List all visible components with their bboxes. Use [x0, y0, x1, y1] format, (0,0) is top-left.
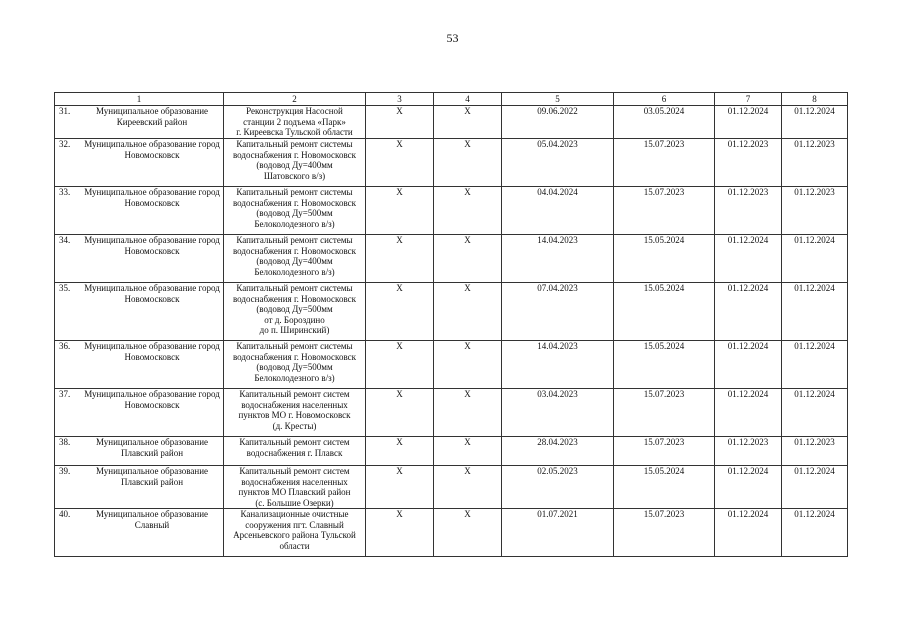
- cell-c8: 01.12.2024: [782, 106, 848, 139]
- cell-c4: Х: [434, 437, 502, 466]
- row-number: 32.: [59, 139, 71, 149]
- object-cell: [224, 341, 366, 389]
- object-line: сооружения пгт. Славный: [245, 519, 344, 530]
- cell-c6: 03.05.2024: [614, 106, 715, 139]
- cell-c3: Х: [366, 106, 434, 139]
- object-line: (водовод Ду=400мм: [256, 256, 333, 266]
- object-line: Капитальный ремонт системы: [236, 139, 353, 149]
- object-line: (водовод Ду=500мм: [256, 362, 333, 372]
- cell-c5: 03.04.2023: [502, 389, 614, 437]
- municipality-cell: [55, 437, 224, 466]
- table-row: [55, 139, 848, 187]
- cell-c8: 01.12.2023: [782, 437, 848, 466]
- header-col-5: 5: [502, 93, 614, 106]
- cell-c5: 14.04.2023: [502, 235, 614, 283]
- municipality-name: Муниципальное образование город Новомосковск: [84, 389, 220, 410]
- cell-c7: 01.12.2023: [715, 437, 782, 466]
- municipality-name: Муниципальное образование Плавский район: [95, 466, 209, 487]
- object-cell: [224, 187, 366, 235]
- cell-c6: 15.07.2023: [614, 509, 715, 557]
- object-line: Капитальный ремонт системы: [236, 235, 353, 245]
- row-number: 38.: [59, 437, 71, 447]
- object-line: Реконструкция Насосной: [246, 106, 343, 116]
- cell-c7: 01.12.2024: [715, 283, 782, 341]
- cell-c3: Х: [366, 139, 434, 187]
- municipality-cell: [55, 106, 224, 139]
- object-line: водоснабжения г. Новомосковск: [232, 149, 357, 160]
- cell-c7: 01.12.2024: [715, 106, 782, 139]
- municipality-name: Муниципальное образование город Новомосковск: [84, 187, 220, 208]
- table-row: [55, 389, 848, 437]
- page-number: 53: [446, 31, 459, 45]
- cell-c8: 01.12.2024: [782, 235, 848, 283]
- object-line: Капитальный ремонт системы: [236, 283, 353, 293]
- cell-c5: 07.04.2023: [502, 283, 614, 341]
- row-number: 31.: [59, 106, 71, 116]
- row-number: 37.: [59, 389, 71, 399]
- municipality-name: Муниципальное образование Киреевский район: [95, 106, 209, 127]
- cell-c4: Х: [434, 106, 502, 139]
- cell-c8: 01.12.2024: [782, 283, 848, 341]
- cell-c4: Х: [434, 341, 502, 389]
- cell-c5: 09.06.2022: [502, 106, 614, 139]
- municipality-name: Муниципальное образование город Новомосковск: [84, 341, 220, 362]
- municipality-cell: [55, 139, 224, 187]
- municipality-cell: [55, 235, 224, 283]
- cell-c8: 01.12.2024: [782, 466, 848, 509]
- object-line: водоснабжения г. Плавск: [246, 447, 343, 458]
- object-line: водоснабжения г. Новомосковск: [232, 293, 357, 304]
- object-line: (д. Кресты): [272, 420, 317, 431]
- row-number: 39.: [59, 466, 71, 476]
- cell-c7: 01.12.2024: [715, 235, 782, 283]
- row-number: 33.: [59, 187, 71, 197]
- cell-c5: 14.04.2023: [502, 341, 614, 389]
- table-row: [55, 106, 848, 139]
- row-number: 35.: [59, 283, 71, 293]
- object-line: г. Киреевска Тульской области: [236, 127, 353, 137]
- table-row: [55, 509, 848, 557]
- cell-c3: Х: [366, 437, 434, 466]
- object-cell: [224, 437, 366, 466]
- cell-c6: 15.05.2024: [614, 283, 715, 341]
- cell-c3: Х: [366, 389, 434, 437]
- object-line: Белоколодезного в/з): [254, 218, 335, 229]
- cell-c3: Х: [366, 466, 434, 509]
- header-col-4: 4: [434, 93, 502, 106]
- cell-c5: 01.07.2021: [502, 509, 614, 557]
- cell-c6: 15.05.2024: [614, 235, 715, 283]
- cell-c6: 15.07.2023: [614, 437, 715, 466]
- cell-c8: 01.12.2023: [782, 187, 848, 235]
- object-cell: [224, 466, 366, 509]
- cell-c4: Х: [434, 235, 502, 283]
- object-line: Капитальный ремонт системы: [236, 341, 353, 351]
- cell-c5: 04.04.2024: [502, 187, 614, 235]
- cell-c7: 01.12.2024: [715, 509, 782, 557]
- object-line: области: [279, 540, 310, 551]
- object-line: от д. Бороздино: [264, 314, 325, 325]
- object-line: Арсеньевского района Тульской: [233, 530, 356, 540]
- cell-c5: 02.05.2023: [502, 466, 614, 509]
- object-cell: [224, 509, 366, 557]
- table-body: [55, 106, 848, 557]
- cell-c7: 01.12.2023: [715, 187, 782, 235]
- object-line: Капитальный ремонт системы: [236, 187, 353, 197]
- object-line: станции 2 подъема «Парк»: [243, 116, 346, 127]
- cell-c4: Х: [434, 139, 502, 187]
- cell-c3: Х: [366, 341, 434, 389]
- object-line: Капитальный ремонт систем: [239, 389, 350, 399]
- cell-c8: 01.12.2023: [782, 139, 848, 187]
- object-line: водоснабжения населенных: [241, 399, 348, 410]
- cell-c7: 01.12.2024: [715, 341, 782, 389]
- cell-c4: Х: [434, 187, 502, 235]
- header-col-8: 8: [782, 93, 848, 106]
- cell-c3: Х: [366, 187, 434, 235]
- header-col-1: 1: [55, 93, 224, 106]
- header-row: [55, 93, 848, 106]
- object-cell: [224, 389, 366, 437]
- cell-c4: Х: [434, 509, 502, 557]
- municipality-name: Муниципальное образование город Новомосковск: [84, 139, 220, 160]
- cell-c7: 01.12.2023: [715, 139, 782, 187]
- table-row: [55, 283, 848, 341]
- cell-c6: 15.07.2023: [614, 187, 715, 235]
- municipality-cell: [55, 466, 224, 509]
- schedule-table: [54, 92, 848, 557]
- table-row: [55, 437, 848, 466]
- object-line: водоснабжения населенных: [241, 476, 348, 487]
- cell-c6: 15.07.2023: [614, 139, 715, 187]
- object-cell: [224, 139, 366, 187]
- object-line: Канализационные очистные: [240, 509, 349, 519]
- header-col-6: 6: [614, 93, 715, 106]
- object-line: пунктов МО г. Новомосковск: [238, 410, 351, 420]
- object-line: Белоколодезного в/з): [254, 372, 335, 383]
- municipality-cell: [55, 509, 224, 557]
- cell-c6: 15.05.2024: [614, 341, 715, 389]
- cell-c3: Х: [366, 509, 434, 557]
- table-row: [55, 341, 848, 389]
- cell-c3: Х: [366, 283, 434, 341]
- row-number: 34.: [59, 235, 71, 245]
- object-line: Шатовского в/з): [263, 170, 326, 181]
- cell-c7: 01.12.2024: [715, 466, 782, 509]
- table-row: [55, 187, 848, 235]
- object-line: Капитальный ремонт систем: [239, 437, 350, 447]
- object-line: (водовод Ду=500мм: [256, 208, 333, 218]
- object-line: Капитальный ремонт систем: [239, 466, 350, 476]
- municipality-cell: [55, 187, 224, 235]
- object-line: (с. Большие Озерки): [255, 497, 334, 508]
- object-line: пунктов МО Плавский район: [238, 487, 351, 497]
- object-line: водоснабжения г. Новомосковск: [232, 351, 357, 362]
- object-line: до п. Ширинский): [259, 325, 330, 335]
- municipality-cell: [55, 283, 224, 341]
- cell-c7: 01.12.2024: [715, 389, 782, 437]
- object-line: (водовод Ду=500мм: [256, 304, 333, 314]
- cell-c3: Х: [366, 235, 434, 283]
- cell-c8: 01.12.2024: [782, 389, 848, 437]
- cell-c6: 15.05.2024: [614, 466, 715, 509]
- table-row: [55, 235, 848, 283]
- table-row: [55, 466, 848, 509]
- cell-c5: 05.04.2023: [502, 139, 614, 187]
- object-cell: [224, 106, 366, 139]
- object-line: (водовод Ду=400мм: [256, 160, 333, 170]
- object-cell: [224, 283, 366, 341]
- cell-c5: 28.04.2023: [502, 437, 614, 466]
- object-line: водоснабжения г. Новомосковск: [232, 245, 357, 256]
- cell-c8: 01.12.2024: [782, 341, 848, 389]
- cell-c6: 15.07.2023: [614, 389, 715, 437]
- object-cell: [224, 235, 366, 283]
- municipality-name: Муниципальное образование город Новомосковск: [84, 283, 220, 304]
- municipality-cell: [55, 341, 224, 389]
- header-col-3: 3: [366, 93, 434, 106]
- row-number: 36.: [59, 341, 71, 351]
- municipality-name: Муниципальное образование Плавский район: [95, 437, 209, 458]
- object-line: водоснабжения г. Новомосковск: [232, 197, 357, 208]
- municipality-name: Муниципальное образование Славный: [95, 509, 209, 530]
- object-line: Белоколодезного в/з): [254, 266, 335, 277]
- header-col-7: 7: [715, 93, 782, 106]
- cell-c8: 01.12.2024: [782, 509, 848, 557]
- cell-c4: Х: [434, 283, 502, 341]
- cell-c4: Х: [434, 389, 502, 437]
- cell-c4: Х: [434, 466, 502, 509]
- header-col-2: 2: [224, 93, 366, 106]
- municipality-name: Муниципальное образование город Новомосковск: [84, 235, 220, 256]
- municipality-cell: [55, 389, 224, 437]
- row-number: 40.: [59, 509, 71, 519]
